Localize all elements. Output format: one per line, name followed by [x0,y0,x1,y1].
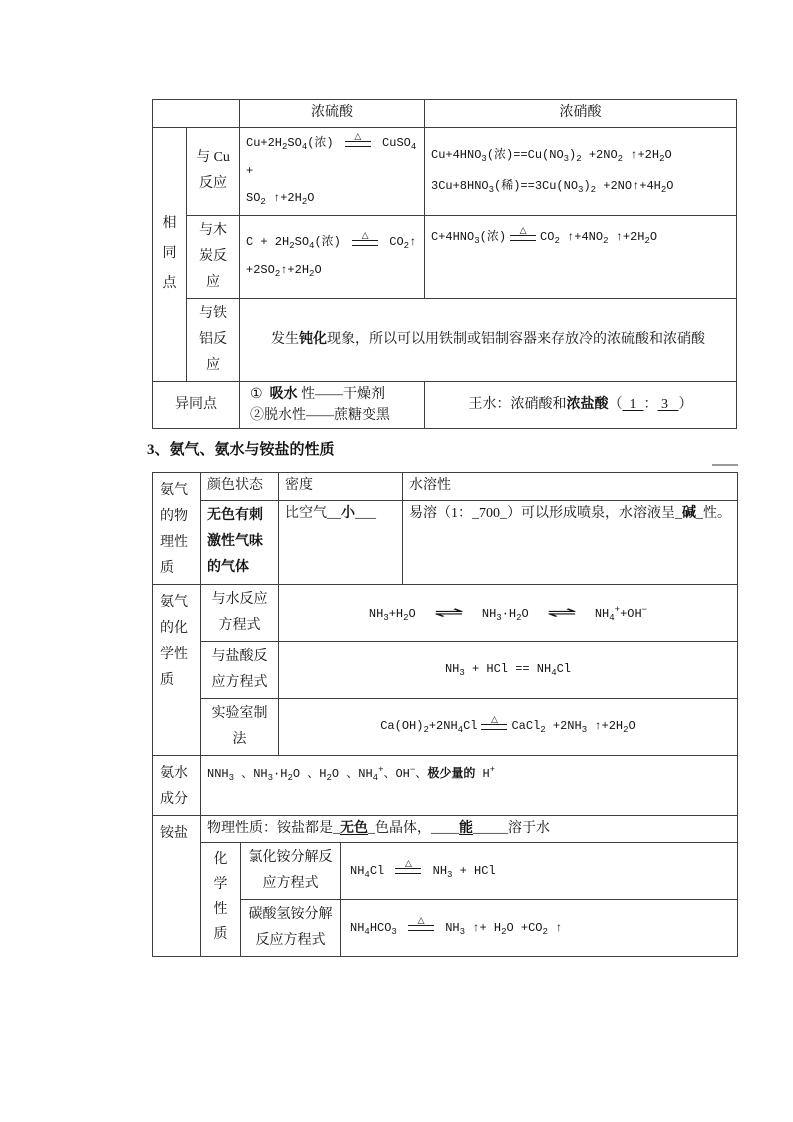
equation-carbon-hno3: $C+4HNO_3$(浓) △ $CO_2$ $↑+4NO_2$ $↑+2H_2O$ [425,215,737,298]
equilibrium-arrow-icon: ⇌ [546,604,578,621]
delta-condition-icon: △ [510,227,536,241]
row-label-nh4cl-decomposition: 氯化铵分解反应方程式 [241,843,341,900]
acid-comparison-table [152,99,737,429]
equilibrium-arrow-icon: ⇌ [433,604,465,621]
row-group-label-same: 相同点 [153,128,187,382]
row-label-water-reaction: 与水反应方程式 [201,585,279,642]
row-label-nh4hco3-decomposition: 碳酸氢铵分解反应方程式 [241,900,341,957]
section-title: 3、氨气、氨水与铵盐的性质 [147,442,335,458]
row-label-lab-preparation: 实验室制法 [201,699,279,756]
group-label-ammonia-water: 氨水成分 [153,756,201,816]
equation-lab-preparation: $Ca(OH)_2+2NH_4Cl$ △ CaCl$_2$ $+2NH_3$ $↑+2H_2O$ [279,699,738,756]
column-header-h2so4: 浓硫酸 [240,100,425,128]
row-label-cu-reaction: 与 Cu 反应 [187,128,240,216]
differences-hno3: 王水：浓硝酸和浓盐酸（ 1 ： 3 ） [425,381,737,428]
cell-ammonium-salt-physical: 物理性质：铵盐都是_无色_色晶体，____能_____溶于水 [201,816,738,843]
delta-condition-icon: △ [345,133,371,147]
row-label-differences: 异同点 [153,381,240,428]
delta-condition-icon: △ [395,860,421,874]
passivation-note: 发生钝化现象，所以可以用铁制或铝制容器来存放冷的浓硫酸和浓硝酸 [240,298,737,381]
row-label-hcl-reaction: 与盐酸反应方程式 [201,642,279,699]
cell-solubility: 易溶（1：_700_）可以形成喷泉，水溶液呈_碱_性。 [403,500,738,584]
group-label-ammonium-salt: 铵盐 [153,816,201,957]
column-header-hno3: 浓硝酸 [425,100,737,128]
equation-water-reaction: $NH_3+H_2O$ ⇌ $NH_3\cdot H_2O$ ⇌ $NH_4^++OH^-$ [279,585,738,642]
delta-condition-icon: △ [352,232,378,246]
delta-condition-icon: △ [481,716,507,730]
header-color-state: 颜色状态 [201,473,279,501]
header-density: 密度 [279,473,403,501]
equation-nh4hco3-decomposition: $NH_4HCO_3$ △ $NH_3$ ↑+ $H_2O +CO_2$ ↑ [341,900,738,957]
cell-density: 比空气__小___ [279,500,403,584]
row-label-fe-al-reaction: 与铁铝反应 [187,298,240,381]
row-label-carbon-reaction: 与木炭反应 [187,215,240,298]
cell-ammonia-water-components: $NNH_3$ 、$NH_3\cdot H_2O$ 、$H_2O$ 、$NH_4^+$、OH−、极少量的 H+ [201,756,738,816]
cell-color-state: 无色有刺激性气味的气体 [201,500,279,584]
group-label-salt-chemical: 化学性质 [201,843,241,957]
ammonia-properties-table [152,472,738,957]
corner-cell [153,100,240,128]
differences-h2so4: ① 吸水 性——干燥剂 ②脱水性——蔗糖变黑 [240,381,425,428]
equation-cu-h2so4: $Cu+2H_2SO_4$(浓) △ CuSO$_4$+ $SO_2$ $↑+2H_2O$ [240,128,425,216]
group-label-ammonia-physical: 氨气的物理性质 [153,473,201,585]
border-artifact-line [712,464,738,466]
equation-hcl-reaction: $NH_3$ + HCl == $NH_4Cl$ [279,642,738,699]
header-solubility: 水溶性 [403,473,738,501]
equation-carbon-h2so4: $C + 2H_2SO_4$(浓) △ $CO_2↑$ $+2SO_2↑+2H_2O$ [240,215,425,298]
equation-cu-hno3: $Cu+4HNO_3$(浓)$==Cu(NO_3)_2 +2NO_2$ $↑+2H_2O$ $3Cu+8HNO_3$(稀)$==3Cu(NO_3)_2$ $+2NO↑+4H_2O$ [425,128,737,216]
delta-condition-icon: △ [408,917,434,931]
group-label-ammonia-chemical: 氨气的化学性质 [153,585,201,756]
equation-nh4cl-decomposition: $NH_4Cl$ △ $NH_3$ + HCl [341,843,738,900]
